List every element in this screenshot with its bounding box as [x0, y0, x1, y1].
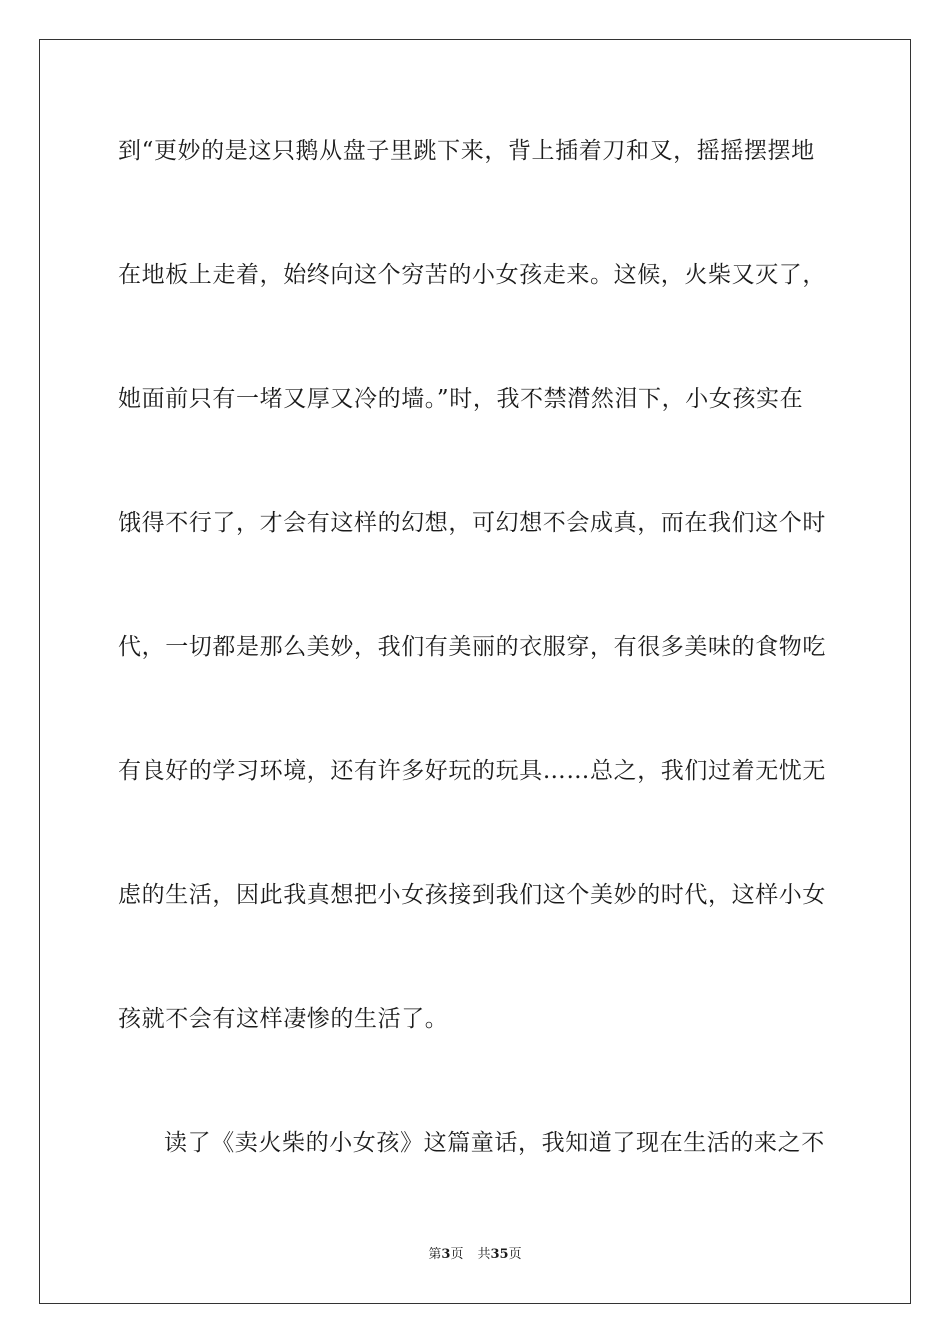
page-prefix: 第 — [428, 1247, 442, 1262]
total-suffix: 页 — [508, 1247, 522, 1262]
text-line-3: 她面前只有一堵又厚又冷的墙。”时，我不禁潸然泪下，小女孩实在 — [118, 386, 804, 412]
page-footer — [0, 1246, 950, 1264]
page-number: 3 — [441, 1247, 451, 1262]
page-suffix: 页 — [450, 1247, 464, 1262]
text-line-6: 有良好的学习环境，还有许多好玩的玩具……总之，我们过着无忧无 — [118, 758, 826, 784]
text-line-4: 饿得不行了，才会有这样的幻想，可幻想不会成真，而在我们这个时 — [118, 510, 826, 536]
total-pages: 35 — [490, 1247, 509, 1262]
total-prefix: 共 — [477, 1247, 491, 1262]
text-line-1: 到“更妙的是这只鹅从盘子里跳下来，背上插着刀和叉，摇摇摆摆地 — [118, 138, 815, 164]
text-line-5: 代，一切都是那么美妙，我们有美丽的衣服穿，有很多美味的食物吃 — [118, 634, 826, 660]
text-line-7: 虑的生活，因此我真想把小女孩接到我们这个美妙的时代，这样小女 — [118, 882, 826, 908]
paragraph-start-line: 读了《卖火柴的小女孩》这篇童话，我知道了现在生活的来之不 — [164, 1130, 825, 1156]
text-line-2: 在地板上走着，始终向这个穷苦的小女孩走来。这候，火柴又灭了， — [118, 262, 826, 288]
text-line-8: 孩就不会有这样凄惨的生活了。 — [118, 1006, 449, 1032]
page-border — [39, 39, 911, 1304]
